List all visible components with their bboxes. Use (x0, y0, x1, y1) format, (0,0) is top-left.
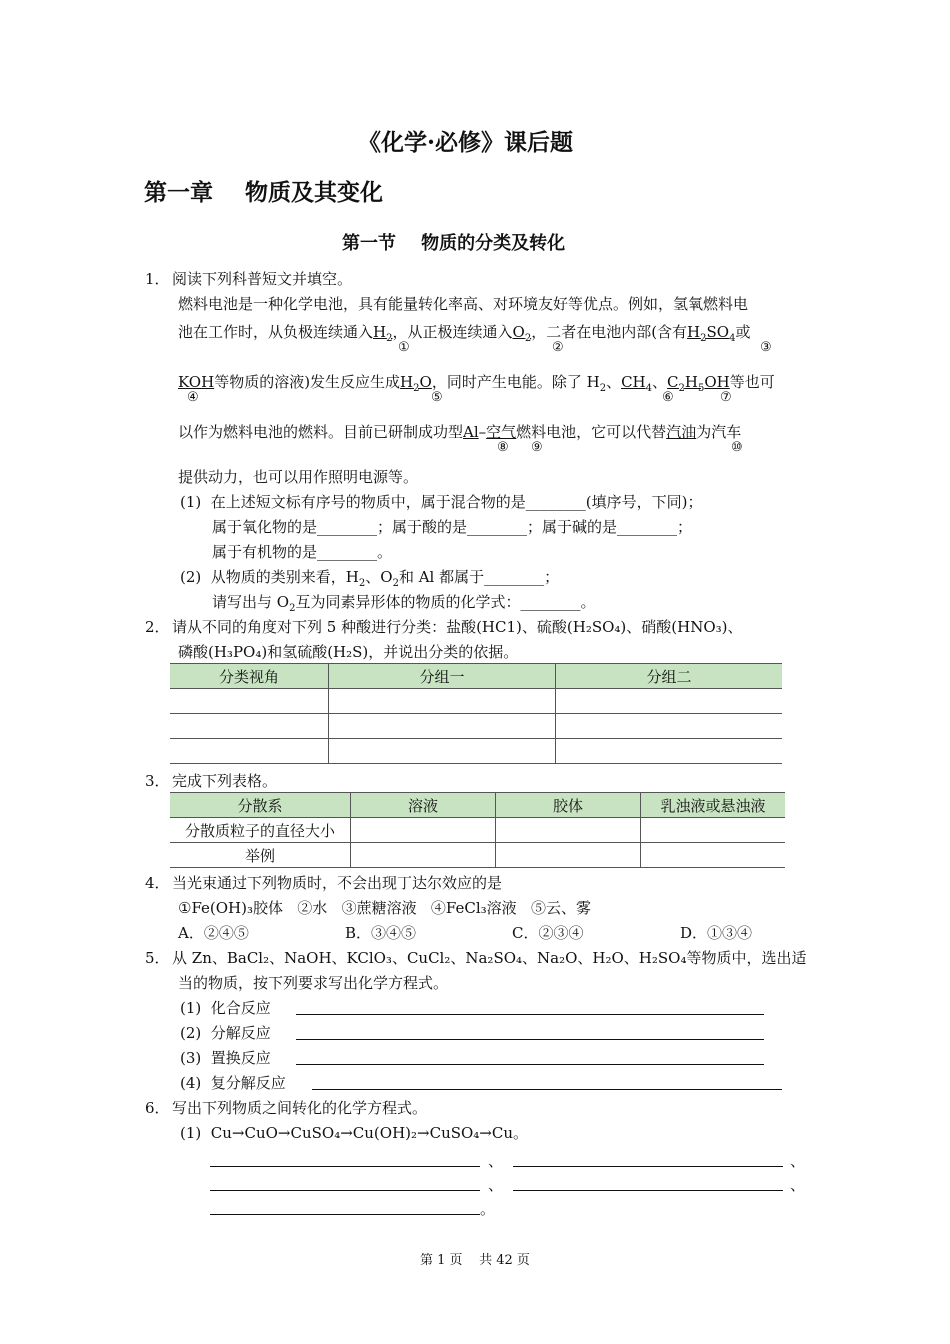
table-header: 分组二 (556, 664, 783, 689)
table-cell[interactable] (496, 843, 641, 868)
table-header: 分散系 (170, 793, 351, 818)
table-row (170, 739, 782, 764)
table-header: 分类视角 (170, 664, 329, 689)
answer-line[interactable] (296, 1064, 764, 1065)
marker-2: ② (552, 340, 564, 355)
table-cell[interactable] (170, 739, 329, 764)
marker-1: ① (398, 340, 410, 355)
q1-sub1-line-2: 属于氧化物的是________；属于酸的是________；属于碱的是________； (212, 518, 693, 536)
marker-8: ⑧ (497, 440, 509, 455)
table-cell[interactable] (641, 843, 786, 868)
question-5-line-2: 当的物质，按下列要求写出化学方程式。 (178, 974, 449, 992)
marker-7: ⑦ (720, 390, 732, 405)
question-4-line-2: ①Fe(OH)₃胶体 ②水 ③蔗糖溶液 ④FeCl₃溶液 ⑤云、雾 (178, 899, 591, 917)
option-b[interactable]: B．③④⑤ (345, 924, 417, 942)
answer-line[interactable] (312, 1089, 782, 1090)
row-label: 举例 (170, 843, 351, 868)
q1-sub1-line-3: 属于有机物的是________。 (212, 543, 393, 561)
table-cell[interactable] (329, 739, 556, 764)
q1-paragraph-line-1: 燃料电池是一种化学电池，具有能量转化率高、对环境友好等优点。例如，氢氧燃料电 (178, 295, 749, 313)
question-1-intro: 阅读下列科普短文并填空。 (172, 270, 353, 288)
table-header: 分组一 (329, 664, 556, 689)
separator: 。 (480, 1200, 496, 1218)
question-4-line-1: 当光束通过下列物质时，不会出现丁达尔效应的是 (172, 874, 503, 892)
question-5-line-1: 从 Zn、BaCl₂、NaOH、KClO₃、CuCl₂、Na₂SO₄、Na₂O、H₂O、H₂SO₄等物质中，选出适 (172, 949, 807, 967)
page-footer: 第 1 页 共 42 页 (420, 1253, 530, 1268)
table-cell[interactable] (351, 843, 496, 868)
separator: 、 (790, 1152, 806, 1170)
marker-3: ③ (760, 340, 772, 355)
answer-line[interactable] (513, 1190, 783, 1191)
q1-paragraph-line-2: 池在工作时，从负极连续通入$H_2$，从正极连续通入$O_2$，二者在电池内部(含有$H_2SO_4$或 (178, 323, 751, 344)
separator: 、 (488, 1152, 504, 1170)
question-2-number: 2． (145, 618, 170, 636)
question-3-line-1: 完成下列表格。 (172, 772, 278, 790)
table-cell[interactable] (170, 689, 329, 714)
table-cell[interactable] (170, 714, 329, 739)
table-cell[interactable] (556, 689, 783, 714)
answer-line[interactable] (210, 1166, 480, 1167)
answer-line[interactable] (210, 1214, 480, 1215)
table-cell[interactable] (329, 714, 556, 739)
answer-line[interactable] (296, 1014, 764, 1015)
table-row (170, 843, 785, 868)
question-5-number: 5． (145, 949, 170, 967)
marker-6: ⑥ (662, 390, 674, 405)
page-title: 《化学·必修》课后题 (358, 129, 574, 156)
q1-sub1-line-1: (1) 在上述短文标有序号的物质中，属于混合物的是________(填序号，下同)； (180, 493, 703, 511)
question-4-number: 4． (145, 874, 170, 892)
q1-paragraph-line-5: 提供动力，也可以用作照明电源等。 (178, 468, 419, 486)
answer-line[interactable] (210, 1190, 480, 1191)
separator: 、 (790, 1176, 806, 1194)
answer-line[interactable] (513, 1166, 783, 1167)
dispersion-table (170, 792, 785, 868)
q1-sub2-line-1: (2) 从物质的类别来看，$H_2$、$O_2$和 Al 都属于________； (180, 568, 560, 589)
q1-sub2-line-2: 请写出与 $O_2$互为同素异形体的物质的化学式：________。 (212, 593, 596, 614)
separator: 、 (488, 1176, 504, 1194)
table-row (170, 689, 782, 714)
table-header: 溶液 (351, 793, 496, 818)
table-cell[interactable] (641, 818, 786, 843)
answer-line[interactable] (296, 1039, 764, 1040)
question-1-number: 1． (145, 270, 170, 288)
q1-paragraph-line-3: KOH等物质的溶液)发生反应生成$H_2O$，同时产生电能。除了 $H_2$、$CH_4$、$C_2H_5OH$等也可 (178, 373, 775, 394)
table-cell[interactable] (329, 689, 556, 714)
q5-item-3: (3) 置换反应 (180, 1049, 271, 1067)
marker-5: ⑤ (431, 390, 443, 405)
marker-10: ⑩ (731, 440, 743, 455)
question-2-line-1: 请从不同的角度对下列 5 种酸进行分类：盐酸(HC1)、硫酸(H₂SO₄)、硝酸(HNO₃)、 (172, 618, 743, 636)
q5-item-2: (2) 分解反应 (180, 1024, 271, 1042)
table-row (170, 714, 782, 739)
table-cell[interactable] (496, 818, 641, 843)
table-cell[interactable] (556, 714, 783, 739)
question-2-line-2: 磷酸(H₃PO₄)和氢硫酸(H₂S)，并说出分类的依据。 (178, 643, 519, 661)
classification-table (170, 663, 782, 764)
section-heading: 第一节 物质的分类及转化 (342, 233, 566, 254)
option-a[interactable]: A．②④⑤ (178, 924, 249, 942)
q5-item-4: (4) 复分解反应 (180, 1074, 286, 1092)
row-label: 分散质粒子的直径大小 (170, 818, 351, 843)
chapter-heading: 第一章 物质及其变化 (144, 179, 384, 206)
q5-item-1: (1) 化合反应 (180, 999, 271, 1017)
option-c[interactable]: C．②③④ (512, 924, 584, 942)
option-d[interactable]: D．①③④ (680, 924, 753, 942)
question-6-number: 6． (145, 1099, 170, 1117)
marker-9: ⑨ (531, 440, 543, 455)
table-cell[interactable] (556, 739, 783, 764)
question-6-line-2: (1) Cu→CuO→CuSO₄→Cu(OH)₂→CuSO₄→Cu。 (180, 1124, 529, 1142)
table-row (170, 818, 785, 843)
question-3-number: 3． (145, 772, 170, 790)
marker-4: ④ (187, 390, 199, 405)
table-header: 乳浊液或悬浊液 (641, 793, 786, 818)
q1-paragraph-line-4: 以作为燃料电池的燃料。目前已研制成功型Al–空气燃料电池，它可以代替汽油为汽车 (178, 423, 742, 441)
question-6-line-1: 写出下列物质之间转化的化学方程式。 (172, 1099, 428, 1117)
table-header: 胶体 (496, 793, 641, 818)
table-cell[interactable] (351, 818, 496, 843)
